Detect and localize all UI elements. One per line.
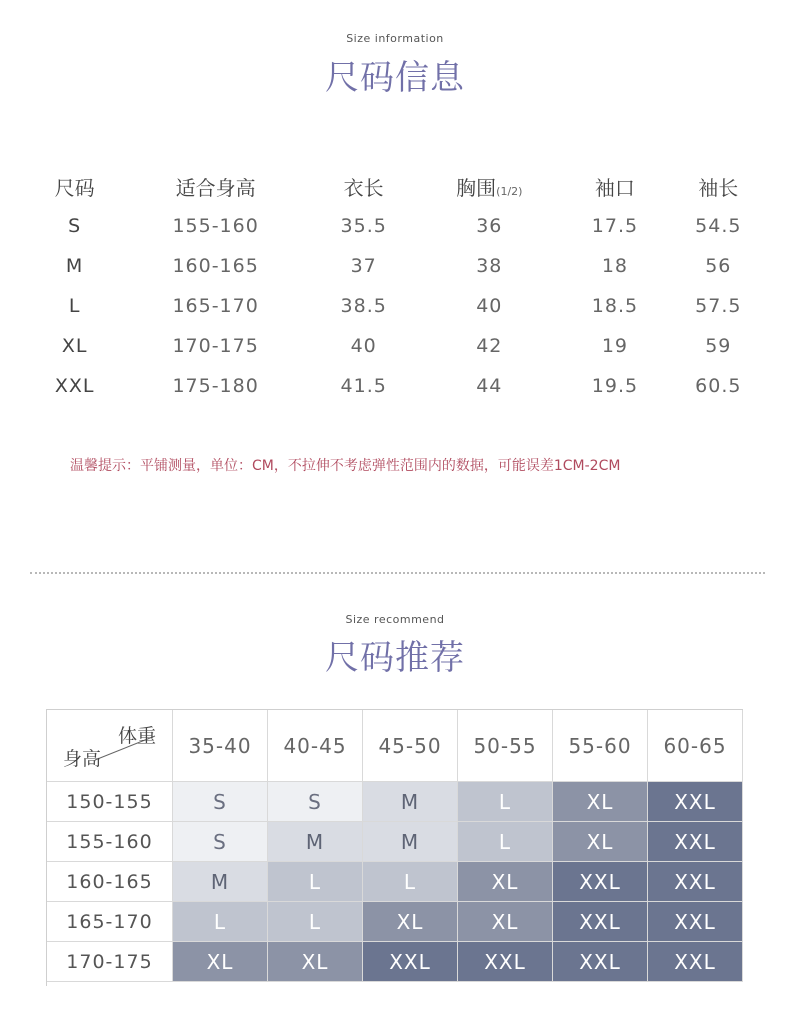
size-recommend-grid [46,709,743,986]
height-range-header: 160-165 [47,862,173,902]
recommended-size-cell: S [173,822,268,862]
recommended-size-cell: XXL [553,902,648,942]
size-info-row [30,206,770,246]
recommended-size-cell: XL [268,942,363,982]
recommended-size-cell: XXL [648,822,743,862]
size-value: 18.5 [591,295,639,317]
recommended-size-cell: L [363,862,458,902]
recommended-size-cell: M [363,822,458,862]
size-label: M [65,255,84,277]
recommended-size-cell: XL [458,862,553,902]
size-value: 56 [705,255,732,277]
size-value: 60.5 [695,375,742,397]
header-length: 衣长 [343,175,384,200]
header-size: 尺码 [54,175,95,200]
size-value: 40 [350,335,377,357]
size-value: 38 [476,255,503,277]
section-divider [30,572,765,574]
size-label: S [68,215,82,237]
recommended-size-cell: M [363,782,458,822]
size-recommend-title: 尺码推荐 [325,638,465,678]
weight-range-header: 55-60 [553,710,648,782]
header-cuff: 袖口 [594,175,635,200]
header-chest-label: 胸围 [456,175,497,200]
recommended-size-cell: XXL [648,862,743,902]
weight-range-header: 50-55 [458,710,553,782]
size-info-row [30,246,770,286]
size-value: 41.5 [340,375,387,397]
recommended-size-cell: XXL [458,942,553,982]
size-value: 19.5 [591,375,639,397]
recommend-header-row [47,710,743,782]
size-value: 160-165 [172,255,259,277]
size-value: 40 [476,295,503,317]
size-label: XL [61,335,88,357]
recommended-size-cell: XL [553,822,648,862]
header-chest [415,166,563,206]
weight-range-header: 60-65 [648,710,743,782]
size-value: 42 [476,335,503,357]
size-value: 175-180 [172,375,259,397]
recommended-size-cell: XXL [553,862,648,902]
recommended-size-cell: L [268,862,363,902]
recommend-row [47,822,743,862]
recommend-row [47,862,743,902]
size-value: 38.5 [340,295,387,317]
size-label: L [68,295,81,317]
recommended-size-cell: L [173,902,268,942]
height-range-header: 155-160 [47,822,173,862]
size-label: XXL [54,375,95,397]
header-sleeve: 袖长 [698,175,739,200]
size-value: 19 [601,335,629,357]
weight-range-header: 35-40 [173,710,268,782]
size-value: 35.5 [340,215,387,237]
weight-range-header: 45-50 [363,710,458,782]
recommended-size-cell: XL [553,782,648,822]
size-info-row [30,286,770,326]
recommended-size-cell: XXL [363,942,458,982]
size-info-table [30,166,770,406]
recommended-size-cell: XXL [553,942,648,982]
size-value: 44 [476,375,503,397]
size-value: 17.5 [591,215,639,237]
size-value: 155-160 [172,215,259,237]
recommended-size-cell: L [458,822,553,862]
size-information-title: 尺码信息 [325,58,465,98]
size-value: 165-170 [172,295,259,317]
recommended-size-cell: XXL [648,782,743,822]
recommend-row [47,902,743,942]
recommended-size-cell: XL [173,942,268,982]
recommend-row [47,942,743,982]
size-info-row [30,326,770,366]
height-range-header: 150-155 [47,782,173,822]
height-range-header: 170-175 [47,942,173,982]
size-information-subtitle: Size information [346,32,444,45]
size-value: 54.5 [695,215,742,237]
recommended-size-cell: S [173,782,268,822]
size-value: 36 [476,215,503,237]
recommended-size-cell: XXL [648,902,743,942]
size-value: 57.5 [695,295,742,317]
recommended-size-cell: M [173,862,268,902]
size-value: 59 [705,335,732,357]
recommended-size-cell: XXL [648,942,743,982]
size-value: 37 [350,255,377,277]
recommended-size-cell: XL [363,902,458,942]
corner-weight-label: 体重 [117,725,156,747]
recommend-row [47,782,743,822]
size-info-row [30,366,770,406]
header-height: 适合身高 [175,175,256,200]
recommended-size-cell: XL [458,902,553,942]
size-value: 170-175 [172,335,259,357]
measurement-note: 温馨提示：平铺测量，单位：CM，不拉伸不考虑弹性范围内的数据，可能误差1CM-2CM [70,458,621,474]
header-chest-half: (1/2) [496,184,523,198]
size-info-header-row [30,166,770,206]
recommended-size-cell: S [268,782,363,822]
recommended-size-cell: M [268,822,363,862]
corner-cell [47,710,173,782]
recommended-size-cell: L [458,782,553,822]
weight-range-header: 40-45 [268,710,363,782]
size-recommend-subtitle: Size recommend [345,613,445,626]
recommended-size-cell: L [268,902,363,942]
height-range-header: 165-170 [47,902,173,942]
corner-height-label: 身高 [63,748,102,770]
size-value: 18 [601,255,629,277]
